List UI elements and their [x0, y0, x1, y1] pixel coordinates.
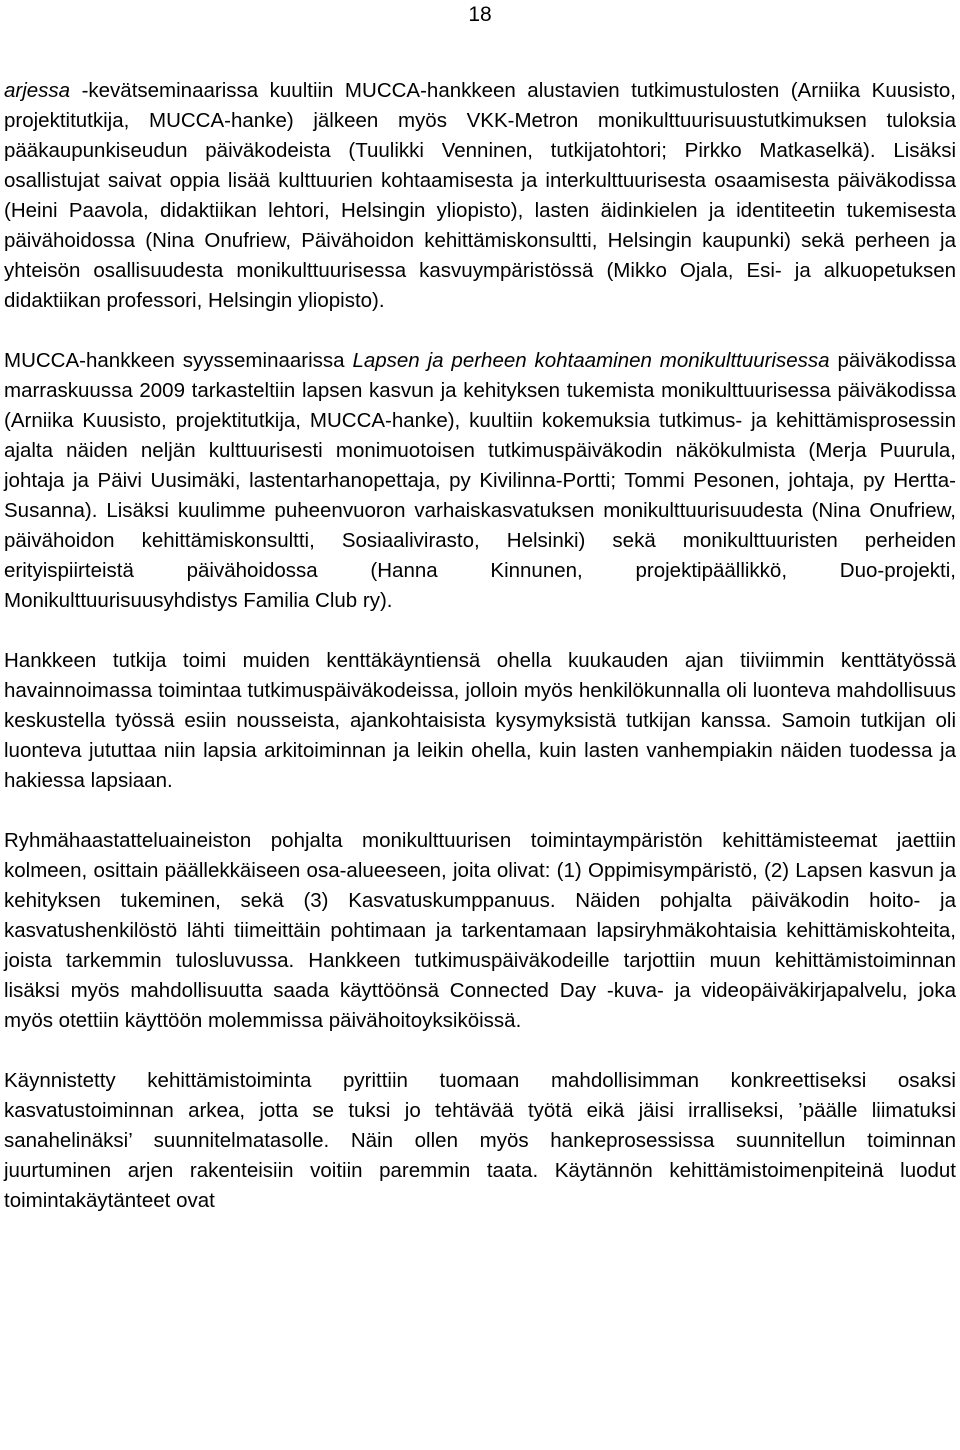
- paragraph-5-text-1: Käynnistetty kehittämistoiminta pyrittiin tuomaan mahdollisimman konkreettiseksi osaksi kasvatustoiminnan arkea, jotta se tuksi jo tehtävää työtä eikä jäisi irralliseksi, ’päälle liimatuksi sanahelinäksi’ suunnitelmatasolle. Näin ollen myös hankeprosessissa suunnitellun toiminnan juurtuminen arjen rakenteisiin voitiin paremmin taata. Käytännön kehittämistoimenpiteinä luodut toimintakäytänteet ovat: [4, 1069, 956, 1212]
- document-body: [4, 76, 956, 1216]
- paragraph-2-text-2: Lapsen ja perheen kohtaaminen monikulttuurisessa: [352, 349, 830, 372]
- paragraph-2-text-3: päiväkodissa marraskuussa 2009 tarkasteltiin lapsen kasvun ja kehityksen tukemista monikulttuurisessa päiväkodissa (Arniika Kuusisto, projektitutkija, MUCCA-hanke), kuultiin kokemuksia tutkimus- ja kehittämisprosessin ajalta näiden neljän kulttuurisesti monimuotoisen tutkimuspäiväkodin näkökulmista (Merja Puurula, johtaja ja Päivi Uusimäki, lastentarhanopettaja, py Kivilinna-Portti; Tommi Pesonen, johtaja, py Hertta-Susanna). Lisäksi kuulimme puheenvuoron varhaiskasvatuksen monikulttuurisuudesta (Nina Onufriew, päivähoidon kehittämiskonsultti, Sosiaalivirasto, Helsinki) sekä monikulttuuristen perheiden erityispiirteistä päivähoidossa (Hanna Kinnunen, projektipäällikkö, Duo-projekti, Monikulttuurisuusyhdistys Familia Club ry).: [4, 349, 956, 612]
- paragraph-2-text-1: MUCCA-hankkeen syysseminaarissa: [4, 349, 353, 372]
- paragraph-3: [4, 646, 956, 796]
- paragraph-3-text-1: Hankkeen tutkija toimi muiden kenttäkäyntiensä ohella kuukauden ajan tiiviimmin kenttätyössä havainnoimassa toimintaa tutkimuspäiväkodeissa, jolloin myös henkilökunnalla oli luonteva mahdollisuus keskustella työssä esiin nousseista, ajankohtaisista kysymyksistä tutkijan kanssa. Samoin tutkijan oli luonteva jututtaa niin lapsia arkitoiminnan ja leikin ohella, kuin lasten vanhempiakin näiden tuodessa ja hakiessa lapsiaan.: [4, 649, 956, 792]
- paragraph-4-text-1: Ryhmähaastatteluaineiston pohjalta monikulttuurisen toimintaympäristön kehittämisteemat jaettiin kolmeen, osittain päällekkäiseen osa-alueeseen, joita olivat: (1) Oppimisympäristö, (2) Lapsen kasvun ja kehityksen tukeminen, sekä (3) Kasvatuskumppanuus. Näiden pohjalta päiväkodin hoito- ja kasvatushenkilöstö lähti tiimeittäin pohtimaan ja tarkentamaan lapsiryhmäkohtaisia kehittämiskohteita, joista tarkemmin tulosluvussa. Hankkeen tutkimuspäiväkodeille tarjottiin muun kehittämistoiminnan lisäksi myös mahdollisuutta saada käyttöönsä Connected Day -kuva- ja videopäiväkirjapalvelu, joka myös otettiin käyttöön molemmissa päivähoitoyksiköissä.: [4, 829, 956, 1032]
- paragraph-1: [4, 76, 956, 316]
- paragraph-5: [4, 1066, 956, 1216]
- paragraph-2: [4, 346, 956, 616]
- paragraph-1-text-1: arjessa: [4, 79, 71, 102]
- paragraph-1-text-2: -kevätseminaarissa kuultiin MUCCA-hankkeen alustavien tutkimustulosten (Arniika Kuusisto, projektitutkija, MUCCA-hanke) jälkeen myös VKK-Metron monikulttuurisuustutkimuksen tuloksia pääkaupunkiseudun päiväkodeista (Tuulikki Venninen, tutkijatohtori; Pirkko Matkaselkä). Lisäksi osallistujat saivat oppia lisää kulttuurien kohtaamisesta ja interkulttuurisesta osaamisesta päiväkodissa (Heini Paavola, didaktiikan lehtori, Helsingin yliopisto), lasten äidinkielen ja identiteetin tukemisesta päivähoidossa (Nina Onufriew, Päivähoidon kehittämiskonsultti, Helsingin kaupunki) sekä perheen ja yhteisön osallisuudesta monikulttuurisessa kasvuympäristössä (Mikko Ojala, Esi- ja alkuopetuksen didaktiikan professori, Helsingin yliopisto).: [4, 79, 956, 312]
- page-number: 18: [468, 3, 492, 26]
- paragraph-4: [4, 826, 956, 1036]
